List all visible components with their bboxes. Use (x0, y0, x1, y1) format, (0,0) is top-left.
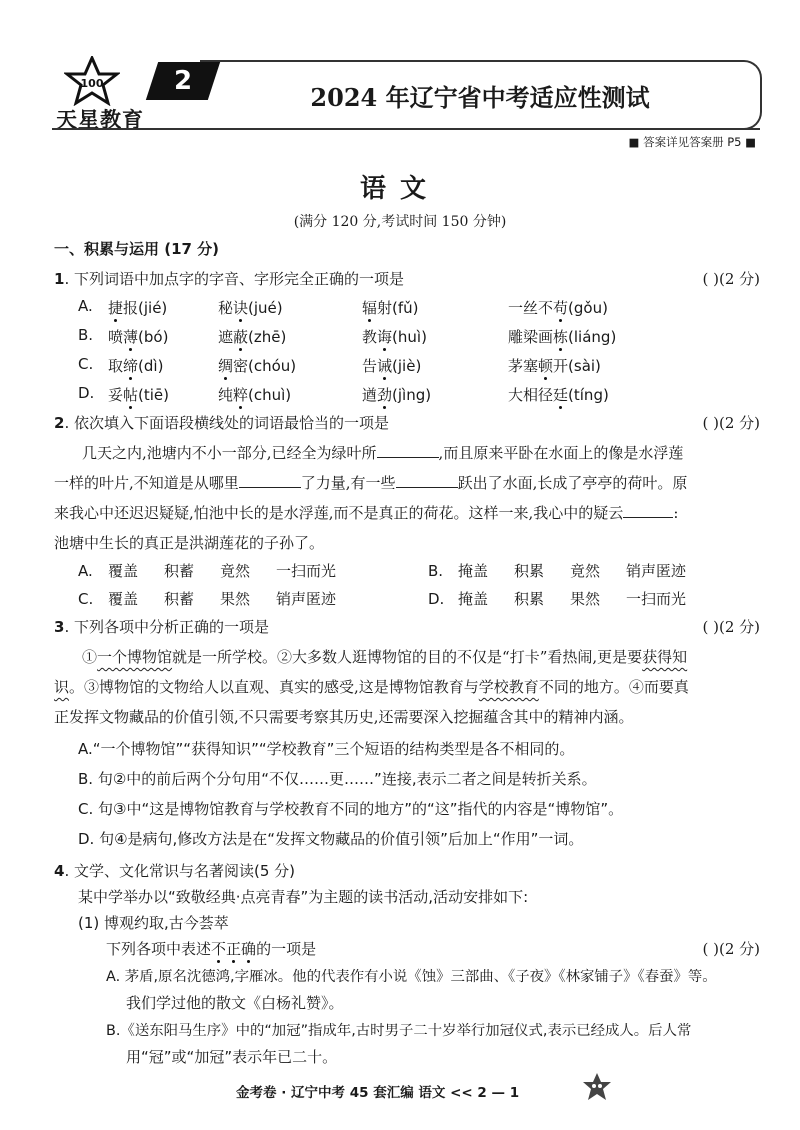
q1-word-item: 大相径廷(tíng) (508, 386, 609, 404)
q3-passage-line-2: 识。③博物馆的文物给人以直观、真实的感受,这是博物馆教育与学校教育不同的地方。④而要真 (54, 678, 689, 696)
q2-passage-line-4: 池塘中生长的真正是洪湖莲花的子孙了。 (54, 534, 325, 552)
question-2-points: ( )(2 分) (702, 414, 760, 432)
q1-word-item: 辐射(fǔ) (362, 299, 419, 317)
q1-word-item: 捷报(jié) (108, 299, 168, 317)
question-3-points: ( )(2 分) (702, 618, 760, 636)
q3-passage-line-1: ①一个博物馆就是一所学校。②大多数人逛博物馆的目的不仅是“打卡”看热闹,更是要获得知 (82, 648, 688, 666)
q2-option: D. 掩盖 积累 果然 一扫而光 (428, 590, 687, 608)
star-logo-icon (64, 56, 120, 106)
footer-text: 金考卷 · 辽宁中考 45 套汇编 语文 << 2 — 1 (236, 1085, 520, 1101)
question-1-points: ( )(2 分) (702, 270, 760, 288)
paper-number-badge (146, 62, 220, 100)
logo-text: 100 (80, 77, 104, 90)
blank-2 (239, 473, 301, 488)
q1-word-item: 绸密(chóu) (218, 357, 297, 375)
q4-intro: 某中学举办以“致敬经典·点亮青春”为主题的读书活动,活动安排如下: (78, 888, 529, 906)
blank-3 (396, 473, 458, 488)
q1-word-item: 遮蔽(zhē) (218, 328, 287, 346)
q2-option: A. 覆盖 积蓄 竟然 一扫而光 (78, 562, 337, 580)
q2-passage-line-3: 来我心中还迟迟疑疑,怕池中长的是水浮莲,而不是真正的荷花。这样一来,我心中的疑云 : (54, 504, 679, 522)
q2-option: C. 覆盖 积蓄 果然 销声匿迹 (78, 590, 337, 608)
subject-title: 语文 (359, 174, 440, 204)
question-1-stem: 1. 下列词语中加点字的字音、字形完全正确的一项是 (54, 270, 404, 288)
paper-number: 2 (173, 66, 193, 96)
q1-word-item: 一丝不苟(gǒu) (508, 299, 608, 317)
q1-option-label: C. (78, 355, 94, 373)
q1-word-item: 妥帖(tiē) (108, 386, 170, 404)
q3-option-a: A.“一个博物馆”“获得知识”“学校教育”三个短语的结构类型是各不相同的。 (78, 740, 575, 758)
q2-passage-line-2: 一样的叶片,不知道是从哪里 了力量,有一些 跃出了水面,长成了亭亭的荷叶。原 (54, 474, 688, 492)
q1-word-item: 雕梁画栋(liáng) (508, 328, 617, 346)
q1-word-item: 遒劲(jìng) (362, 386, 432, 404)
question-4-stem: 4. 文学、文化常识与名著阅读(5 分) (54, 862, 295, 880)
q3-option-b: B. 句②中的前后两个分句用“不仅……更……”连接,表示二者之间是转折关系。 (78, 770, 597, 788)
q1-word-item: 秘诀(jué) (218, 299, 283, 317)
brand-name: 天星教育 (56, 108, 144, 132)
q1-word-item: 喷薄(bó) (108, 328, 169, 346)
q1-word-item: 纯粹(chuì) (218, 386, 292, 404)
q2-passage-line-1: 几天之内,池塘内不小一部分,已经全为绿叶所 ,而且原来平卧在水面上的像是水浮莲 (82, 444, 684, 462)
q4-option-a-line-1: A. 茅盾,原名沈德鸿,字雁冰。他的代表作有小说《蚀》三部曲、《子夜》《林家铺子》《春蚕》等。 (106, 969, 717, 985)
q1-word-item: 取缔(dì) (108, 357, 164, 375)
q4-option-b-line-2: 用“冠”或“加冠”表示年已二十。 (126, 1048, 338, 1066)
q3-option-c: C. 句③中“这是博物馆教育与学校教育不同的地方”的“这”指代的内容是“博物馆”。 (78, 800, 624, 818)
q2-option: B. 掩盖 积累 竟然 销声匿迹 (428, 562, 687, 580)
q1-option-label: B. (78, 326, 94, 344)
blank-1 (377, 443, 439, 458)
q1-word-item: 茅塞顿开(sài) (508, 357, 601, 375)
exam-info: (满分 120 分,考试时间 150 分钟) (293, 214, 507, 230)
header-divider (52, 128, 760, 130)
question-2-stem: 2. 依次填入下面语段横线处的词语最恰当的一项是 (54, 414, 389, 432)
q1-option-label: A. (78, 297, 93, 315)
q4-sub1-title: (1) 博观约取,古今荟萃 (78, 914, 229, 932)
q4-option-b-line-1: B.《送东阳马生序》中的“加冠”指成年,古时男子二十岁举行加冠仪式,表示已经成人。后人常 (106, 1023, 692, 1039)
q3-passage-line-3: 正发挥文物藏品的价值引领,不只需要考察其历史,还需要深入挖掘蕴含其中的精神内涵。 (54, 708, 634, 726)
question-3-stem: 3. 下列各项中分析正确的一项是 (54, 618, 269, 636)
q1-option-label: D. (78, 384, 95, 402)
q4-sub1-stem: 下列各项中表述不正确的一项是 (106, 940, 317, 958)
q4-option-a-line-2: 我们学过他的散文《白杨礼赞》。 (126, 994, 344, 1012)
blank-4 (623, 503, 673, 518)
exam-title: 2024 年辽宁省中考适应性测试 (310, 83, 650, 112)
q3-option-d: D. 句④是病句,修改方法是在“发挥文物藏品的价值引领”后加上“作用”一词。 (78, 830, 584, 848)
answer-note: ■ 答案详见答案册 P5 ■ (628, 135, 756, 149)
section-title: 一、积累与运用 (17 分) (54, 240, 220, 258)
mascot-star-icon (582, 1072, 612, 1102)
q4-sub1-points: ( )(2 分) (702, 940, 760, 958)
q1-word-item: 告诫(jiè) (362, 357, 422, 375)
q1-word-item: 教诲(huì) (362, 328, 427, 346)
